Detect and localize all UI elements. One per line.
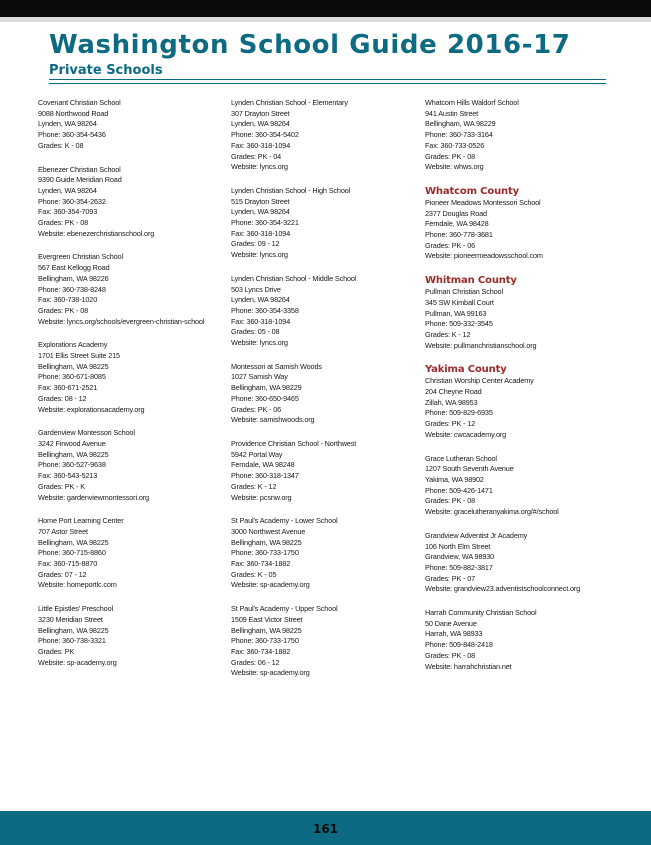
school-grades: Grades: PK [38, 646, 75, 656]
school-entry [425, 608, 615, 672]
school-name: Ebenezer Christian School [38, 164, 121, 174]
school-entry [231, 186, 421, 261]
school-fax: Fax: 360-733-0526 [425, 140, 485, 150]
school-city: Bellingham, WA 98229 [231, 383, 302, 393]
header-rule-secondary [49, 83, 606, 84]
school-entry [38, 516, 228, 591]
school-name: St Paul's Academy - Upper School [231, 604, 338, 614]
school-name: Providence Christian School - Northwest [231, 438, 357, 448]
school-grades: Grades: PK - 08 [425, 650, 476, 660]
school-name: Harrah Community Christian School [425, 608, 537, 618]
school-street: 1207 South Seventh Avenue [425, 464, 514, 474]
school-street: 345 SW Kimball Court [425, 297, 494, 307]
school-city: Lynden, WA 98264 [38, 185, 97, 195]
school-name: Home Port Learning Center [38, 516, 124, 526]
school-fax: Fax: 360-671-2521 [38, 383, 98, 393]
school-website: Website: ebenezerchristianschool.org [38, 228, 155, 238]
school-city: Bellingham, WA 98225 [38, 361, 109, 371]
school-street: 2377 Douglas Road [425, 208, 487, 218]
school-name: Pioneer Meadows Montessori School [425, 197, 541, 207]
school-city: Lynden, WA 98264 [231, 119, 290, 129]
school-grades: Grades: K - 12 [425, 329, 471, 339]
county-heading: Whatcom County [425, 185, 520, 197]
school-phone: Phone: 360-354-3358 [231, 305, 299, 315]
school-phone: Phone: 360-354-5402 [231, 130, 299, 140]
school-entry [38, 428, 228, 503]
school-phone: Phone: 360-318-1347 [231, 471, 299, 481]
school-name: St Paul's Academy - Lower School [231, 516, 338, 526]
school-street: 515 Drayton Street [231, 196, 290, 206]
top-bar [0, 0, 651, 17]
school-grades: Grades: 09 - 12 [231, 239, 280, 249]
school-phone: Phone: 360-354-5436 [38, 130, 106, 140]
school-phone: Phone: 509-829-6935 [425, 408, 493, 418]
school-fax: Fax: 360-738-1020 [38, 295, 98, 305]
school-street: 106 North Elm Street [425, 541, 491, 551]
school-street: 3242 Firwood Avenue [38, 438, 106, 448]
school-name: Lynden Christian School - Middle School [231, 273, 357, 283]
school-name: Christian Worship Center Academy [425, 376, 534, 386]
school-grades: Grades: PK - 06 [231, 404, 282, 414]
school-city: Bellingham, WA 98225 [231, 625, 302, 635]
school-city: Grandview, WA 98930 [425, 552, 495, 562]
county-heading: Whitman County [425, 275, 517, 287]
school-entry [231, 274, 421, 349]
school-city: Ferndale, WA 98248 [231, 460, 295, 470]
school-city: Zillah, WA 98953 [425, 397, 478, 407]
school-grades: Grades: PK - K [38, 481, 85, 491]
page-number: 161 [312, 822, 339, 836]
school-grades: Grades: PK - 08 [38, 218, 89, 228]
school-entry [425, 98, 615, 173]
school-grades: Grades: PK - 06 [425, 240, 476, 250]
page-title: Washington School Guide 2016-17 [49, 30, 571, 60]
school-website: Website: pullmanchristianschool.org [425, 340, 537, 350]
header-rule [49, 79, 606, 80]
school-website: Website: pcsnw.org [231, 492, 292, 502]
school-street: 941 Austin Street [425, 108, 479, 118]
top-accent-strip [0, 17, 651, 22]
school-website: Website: whws.org [425, 162, 484, 172]
school-entry [38, 340, 228, 415]
school-city: Bellingham, WA 98225 [38, 537, 109, 547]
school-entry [231, 604, 421, 679]
school-website: Website: explorationsacademy.org [38, 404, 145, 414]
column-3 [425, 98, 615, 685]
school-street: 567 East Kellogg Road [38, 263, 110, 273]
column-1 [38, 98, 228, 681]
school-name: Lynden Christian School - High School [231, 185, 351, 195]
school-city: Bellingham, WA 98229 [425, 119, 496, 129]
school-website: Website: sp-academy.org [231, 580, 310, 590]
school-phone: Phone: 360-738-8248 [38, 284, 106, 294]
school-city: Bellingham, WA 98225 [38, 625, 109, 635]
school-name: Montessori at Samish Woods [231, 361, 322, 371]
school-street: 3000 Northwest Avenue [231, 526, 306, 536]
school-website: Website: grandview23.adventistschoolconnect.org [425, 584, 581, 594]
school-phone: Phone: 509-426-1471 [425, 485, 493, 495]
school-street: 9088 Northwood Road [38, 108, 109, 118]
school-entry [38, 165, 228, 240]
school-fax: Fax: 360-715-8870 [38, 559, 98, 569]
column-2 [231, 98, 421, 692]
school-name: Grace Lutheran School [425, 453, 497, 463]
school-street: 50 Dane Avenue [425, 618, 477, 628]
school-street: 1027 Samish Way [231, 372, 288, 382]
school-grades: Grades: 06 - 12 [231, 657, 280, 667]
school-city: Lynden, WA 98264 [38, 119, 97, 129]
school-phone: Phone: 360-354-3221 [231, 218, 299, 228]
school-fax: Fax: 360-318-1094 [231, 228, 291, 238]
school-city: Bellingham, WA 98225 [38, 449, 109, 459]
school-fax: Fax: 360-734-1882 [231, 646, 291, 656]
school-grades: Grades: PK - 04 [231, 151, 282, 161]
school-name: Grandview Adventist Jr Academy [425, 530, 528, 540]
school-name: Evergreen Christian School [38, 252, 123, 262]
school-entry [38, 252, 228, 327]
school-website: Website: lyncs.org/schools/evergreen-christian-school [38, 316, 205, 326]
school-grades: Grades: PK - 08 [425, 496, 476, 506]
school-phone: Phone: 360-778-3681 [425, 230, 493, 240]
school-entry [425, 376, 615, 440]
school-website: Website: samishwoods.org [231, 415, 315, 425]
school-website: Website: pioneermeadowsschool.com [425, 251, 543, 261]
school-street: 307 Drayton Street [231, 108, 290, 118]
school-phone: Phone: 360-733-3164 [425, 130, 493, 140]
school-city: Pullman, WA 99163 [425, 308, 487, 318]
school-fax: Fax: 360-318-1094 [231, 316, 291, 326]
school-name: Little Epistles' Preschool [38, 604, 113, 614]
school-entry [425, 287, 615, 351]
school-grades: Grades: 08 - 12 [38, 393, 87, 403]
school-name: Pullman Christian School [425, 287, 503, 297]
school-street: 1701 Ellis Street Suite 215 [38, 351, 120, 361]
school-fax: Fax: 360-734-1882 [231, 559, 291, 569]
school-entry [231, 362, 421, 426]
school-phone: Phone: 360-733-1750 [231, 548, 299, 558]
school-phone: Phone: 360-715-8860 [38, 548, 106, 558]
school-website: Website: gracelutheranyakima.org/#/school [425, 507, 559, 517]
county-heading: Yakima County [425, 364, 507, 376]
school-website: Website: sp-academy.org [38, 657, 117, 667]
school-phone: Phone: 360-650-9465 [231, 393, 299, 403]
school-street: 9390 Guide Meridian Road [38, 175, 122, 185]
school-fax: Fax: 360-543-5213 [38, 471, 98, 481]
school-street: 3230 Meridian Street [38, 614, 103, 624]
school-phone: Phone: 509-848-2418 [425, 640, 493, 650]
school-name: Whatcom Hills Waldorf School [425, 98, 519, 107]
school-city: Lynden, WA 98264 [231, 207, 290, 217]
school-name: Covenant Christian School [38, 98, 121, 107]
school-city: Yakima, WA 98902 [425, 474, 484, 484]
school-city: Ferndale, WA 98428 [425, 219, 489, 229]
school-entry [38, 98, 228, 152]
school-phone: Phone: 509-882-3817 [425, 562, 493, 572]
school-city: Harrah, WA 98933 [425, 629, 483, 639]
school-entry [425, 198, 615, 262]
school-city: Bellingham, WA 98226 [38, 273, 109, 283]
school-phone: Phone: 360-354-2632 [38, 196, 106, 206]
school-grades: Grades: K - 05 [231, 569, 277, 579]
school-city: Bellingham, WA 98225 [231, 537, 302, 547]
school-grades: Grades: K - 12 [231, 481, 277, 491]
school-grades: Grades: 07 - 12 [38, 569, 87, 579]
school-entry [425, 454, 615, 518]
school-fax: Fax: 360-354-7093 [38, 207, 98, 217]
school-entry [231, 98, 421, 173]
school-grades: Grades: PK - 08 [38, 305, 89, 315]
school-street: 503 Lyncs Drive [231, 284, 281, 294]
school-phone: Phone: 360-671-8085 [38, 372, 106, 382]
school-grades: Grades: PK - 07 [425, 573, 476, 583]
school-fax: Fax: 360-318-1094 [231, 140, 291, 150]
school-street: 707 Astor Street [38, 526, 88, 536]
school-street: 5942 Portal Way [231, 449, 283, 459]
school-phone: Phone: 360-733-1750 [231, 636, 299, 646]
school-city: Lynden, WA 98264 [231, 295, 290, 305]
page-subtitle: Private Schools [49, 63, 163, 78]
school-phone: Phone: 509-332-3545 [425, 319, 493, 329]
school-website: Website: lyncs.org [231, 162, 288, 172]
school-grades: Grades: PK - 12 [425, 419, 476, 429]
school-grades: Grades: K - 08 [38, 140, 84, 150]
school-phone: Phone: 360-527-9638 [38, 460, 106, 470]
school-name: Lynden Christian School - Elementary [231, 98, 348, 107]
school-website: Website: cwcacademy.org [425, 429, 507, 439]
school-entry [425, 531, 615, 595]
school-website: Website: sp-academy.org [231, 668, 310, 678]
school-grades: Grades: 05 - 08 [231, 327, 280, 337]
school-street: 1509 East Victor Street [231, 614, 303, 624]
school-name: Explorations Academy [38, 340, 108, 350]
school-website: Website: homeportlc.com [38, 580, 117, 590]
school-street: 204 Cheyne Road [425, 387, 482, 397]
school-website: Website: lyncs.org [231, 338, 288, 348]
school-website: Website: lyncs.org [231, 250, 288, 260]
school-entry [231, 516, 421, 591]
school-entry [38, 604, 228, 668]
school-website: Website: gardenviewmontessori.org [38, 492, 149, 502]
school-phone: Phone: 360-738-3321 [38, 636, 106, 646]
school-grades: Grades: PK - 08 [425, 151, 476, 161]
school-website: Website: harrahchristian.net [425, 661, 512, 671]
school-name: Gardenview Montessori School [38, 428, 135, 438]
school-entry [231, 439, 421, 503]
